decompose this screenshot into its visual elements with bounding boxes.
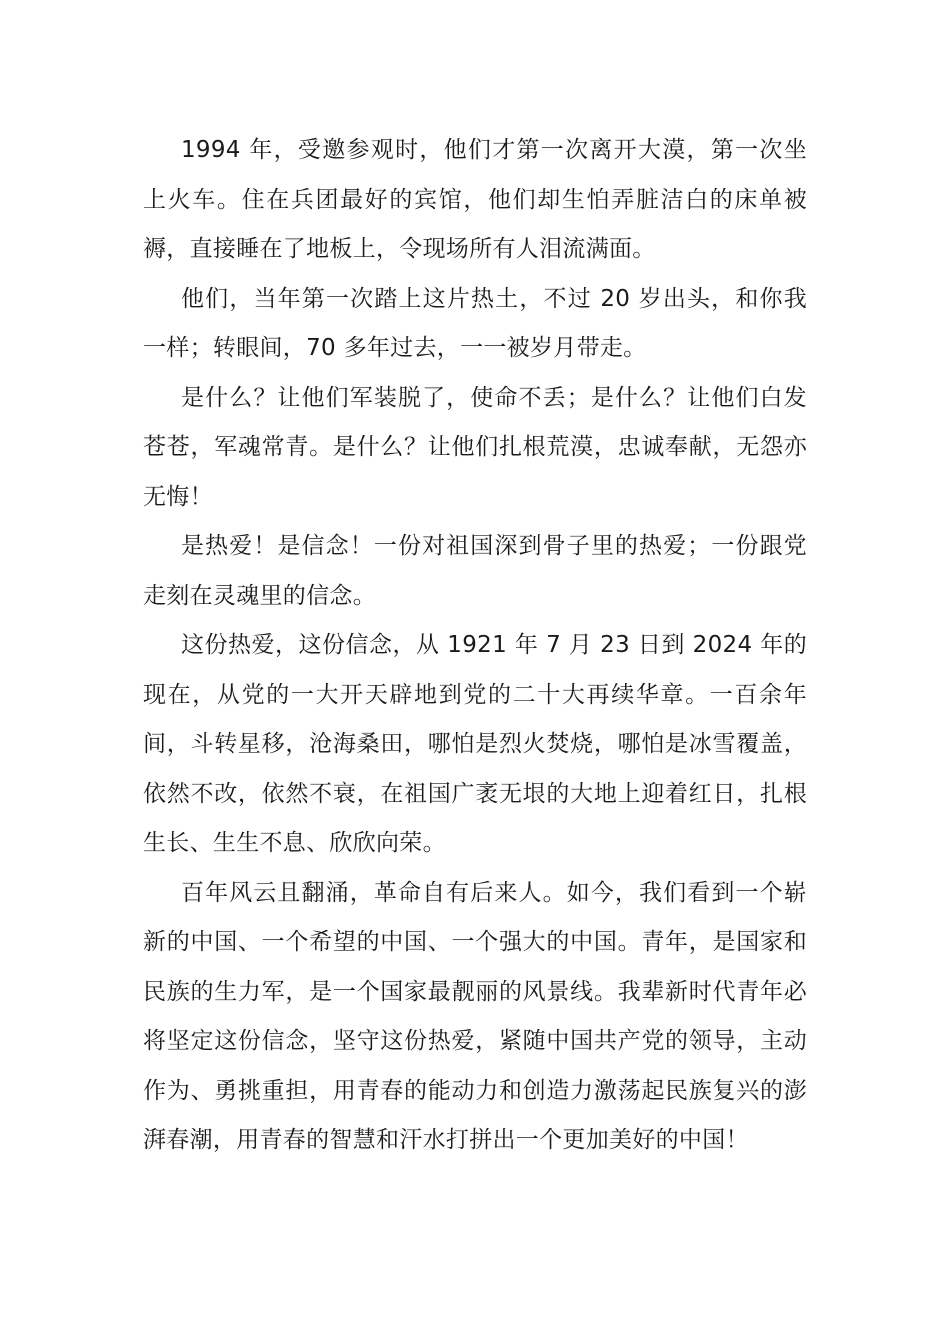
paragraph-1: 1994 年，受邀参观时，他们才第一次离开大漠，第一次坐上火车。住在兵团最好的宾馆，他们却生怕弄脏洁白的床单被褥，直接睡在了地板上，令现场所有人泪流满面。	[143, 137, 807, 262]
paragraph-6: 百年风云且翻涌，革命自有后来人。如今，我们看到一个崭新的中国、一个希望的中国、一个强大的中国。青年，是国家和民族的生力军，是一个国家最靓丽的风景线。我辈新时代青年必将坚定这份信念，坚守这份热爱，紧随中国共产党的领导，主动作为、勇挑重担，用青春的能动力和创造力激荡起民族复兴的澎湃春潮，用青春的智慧和汗水打拼出一个更加美好的中国！	[143, 879, 807, 1153]
paragraph-3: 是什么？让他们军装脱了，使命不丢；是什么？让他们白发苍苍，军魂常青。是什么？让他们扎根荒漠，忠诚奉献，无怨亦无悔！	[143, 384, 807, 510]
document-body	[143, 126, 807, 1166]
paragraph-5: 这份热爱，这份信念，从 1921 年 7 月 23 日到 2024 年的现在，从党的一大开天辟地到党的二十大再续华章。一百余年间，斗转星移，沧海桑田，哪怕是烈火焚烧，哪怕是冰雪覆盖，依然不改，依然不衰，在祖国广袤无垠的大地上迎着红日，扎根生长、生生不息、欣欣向荣。	[143, 632, 807, 856]
paragraph-4: 是热爱！是信念！一份对祖国深到骨子里的热爱；一份跟党走刻在灵魂里的信念。	[143, 533, 807, 609]
paragraph-2: 他们，当年第一次踏上这片热土，不过 20 岁出头，和你我一样；转眼间，70 多年过去，一一被岁月带走。	[143, 285, 807, 361]
